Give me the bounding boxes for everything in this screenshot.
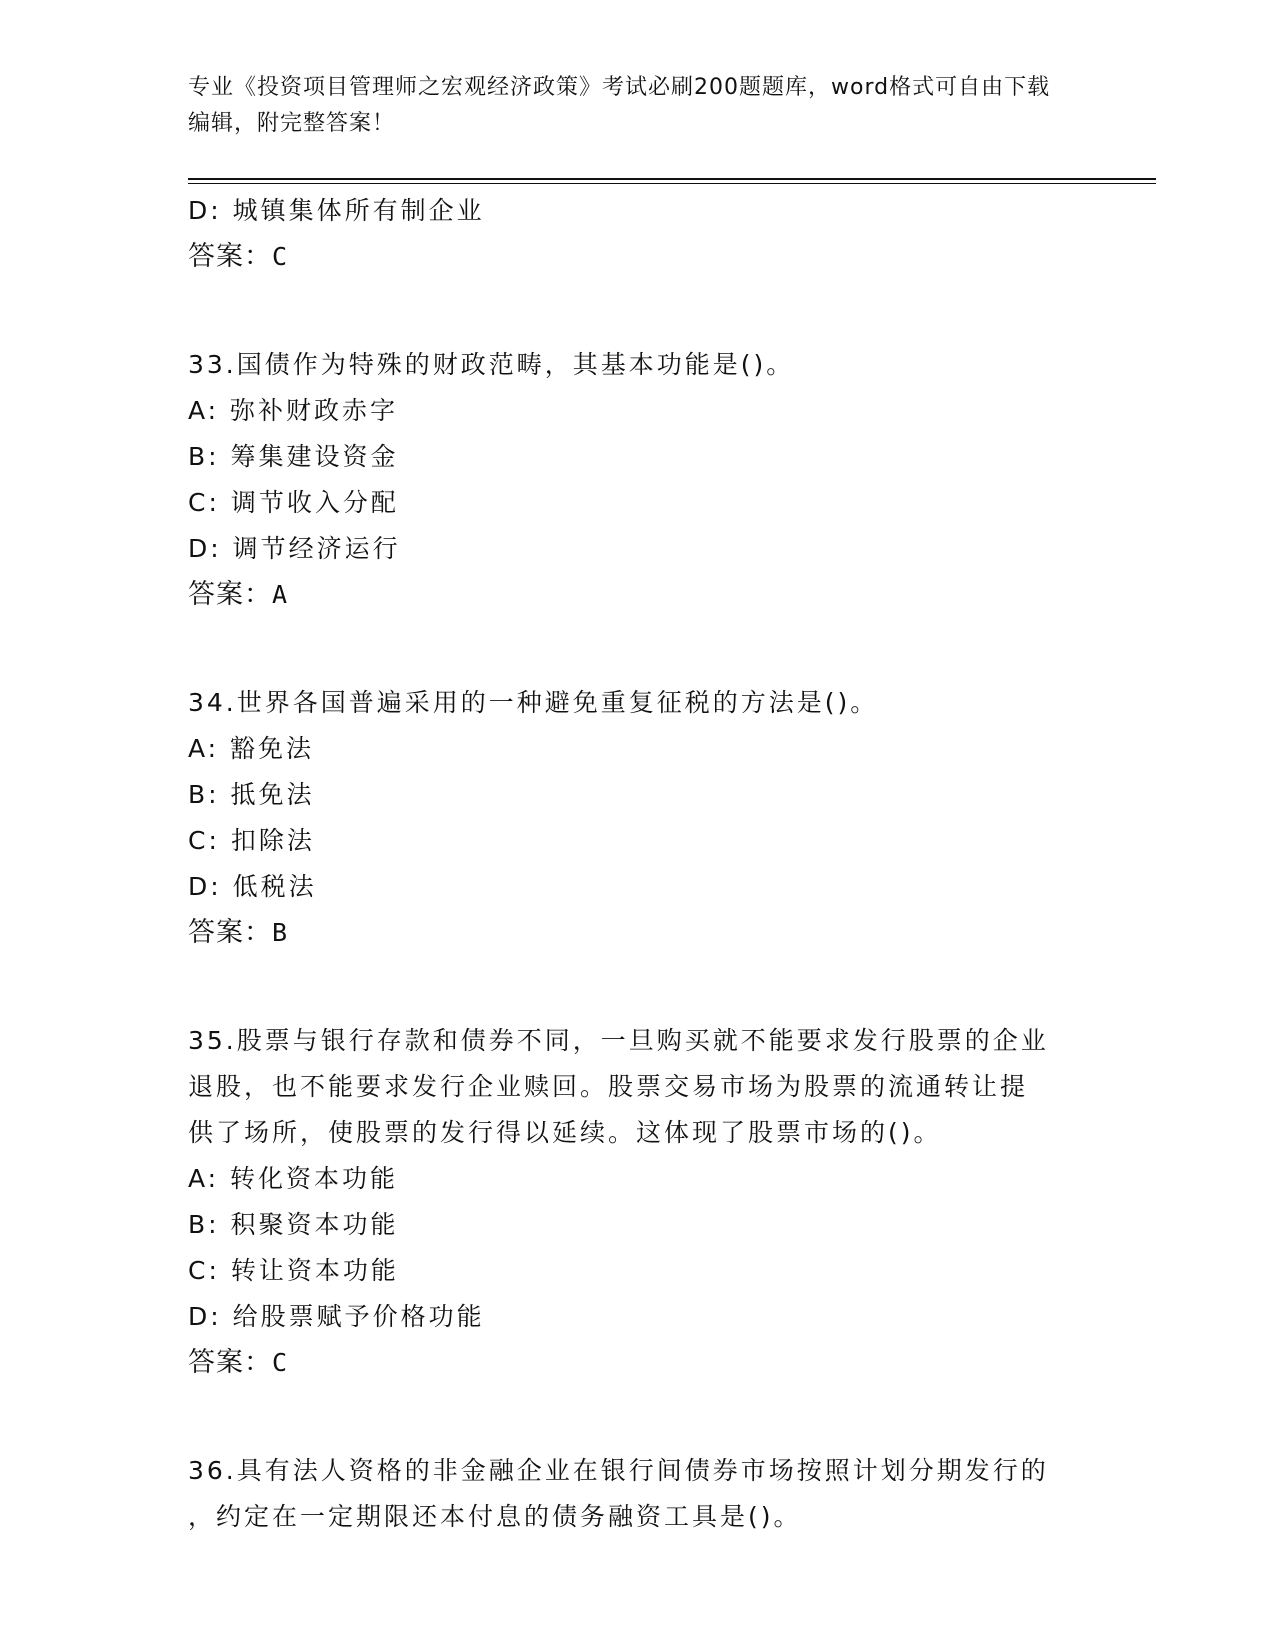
option-c: C: 扣除法 [188, 826, 315, 855]
option-b: B: 筹集建设资金 [188, 442, 399, 471]
question-content [188, 188, 1088, 1540]
spacer [188, 280, 1088, 342]
option-d: D: 调节经济运行 [188, 534, 401, 563]
spacer [188, 618, 1088, 680]
answer-line [188, 234, 1088, 280]
question-stem: 33.国债作为特殊的财政范畴，其基本功能是()。 [188, 350, 795, 379]
answer-line [188, 572, 1088, 618]
option-a: A: 弥补财政赤字 [188, 396, 399, 425]
option-a: A: 豁免法 [188, 734, 315, 763]
option-a: A: 转化资本功能 [188, 1164, 399, 1193]
option-d: D: 城镇集体所有制企业 [188, 196, 485, 225]
option-c: C: 转让资本功能 [188, 1256, 399, 1285]
answer-value: C [272, 1348, 289, 1377]
option-d: D: 低税法 [188, 872, 317, 901]
option-b: B: 积聚资本功能 [188, 1210, 399, 1239]
answer-line [188, 910, 1088, 956]
question-stem-line: ，约定在一定期限还本付息的债务融资工具是()。 [188, 1502, 802, 1531]
header-rule-thick [188, 178, 1156, 180]
answer-value: C [272, 242, 289, 271]
answer-value: A [272, 580, 289, 609]
answer-label: 答案： [188, 1347, 272, 1378]
option-d: D: 给股票赋予价格功能 [188, 1302, 485, 1331]
question-stem-line: 35.股票与银行存款和债券不同，一旦购买就不能要求发行股票的企业 [188, 1026, 1049, 1055]
question-stem: 34.世界各国普遍采用的一种避免重复征税的方法是()。 [188, 688, 879, 717]
question-stem-line: 36.具有法人资格的非金融企业在银行间债券市场按照计划分期发行的 [188, 1456, 1049, 1485]
answer-value: B [272, 918, 289, 947]
answer-label: 答案： [188, 241, 272, 272]
header-rule-thin [188, 183, 1156, 184]
question-stem-line: 退股，也不能要求发行企业赎回。股票交易市场为股票的流通转让提 [188, 1072, 1029, 1101]
option-b: B: 抵免法 [188, 780, 315, 809]
document-header: 专业《投资项目管理师之宏观经济政策》考试必刷200题题库，word格式可自由下载编辑，附完整答案！ [188, 75, 1051, 136]
answer-line [188, 1340, 1088, 1386]
answer-label: 答案： [188, 579, 272, 610]
spacer [188, 956, 1088, 1018]
spacer [188, 1386, 1088, 1448]
answer-label: 答案： [188, 917, 272, 948]
question-stem-line: 供了场所，使股票的发行得以延续。这体现了股票市场的()。 [188, 1118, 942, 1147]
option-c: C: 调节收入分配 [188, 488, 399, 517]
